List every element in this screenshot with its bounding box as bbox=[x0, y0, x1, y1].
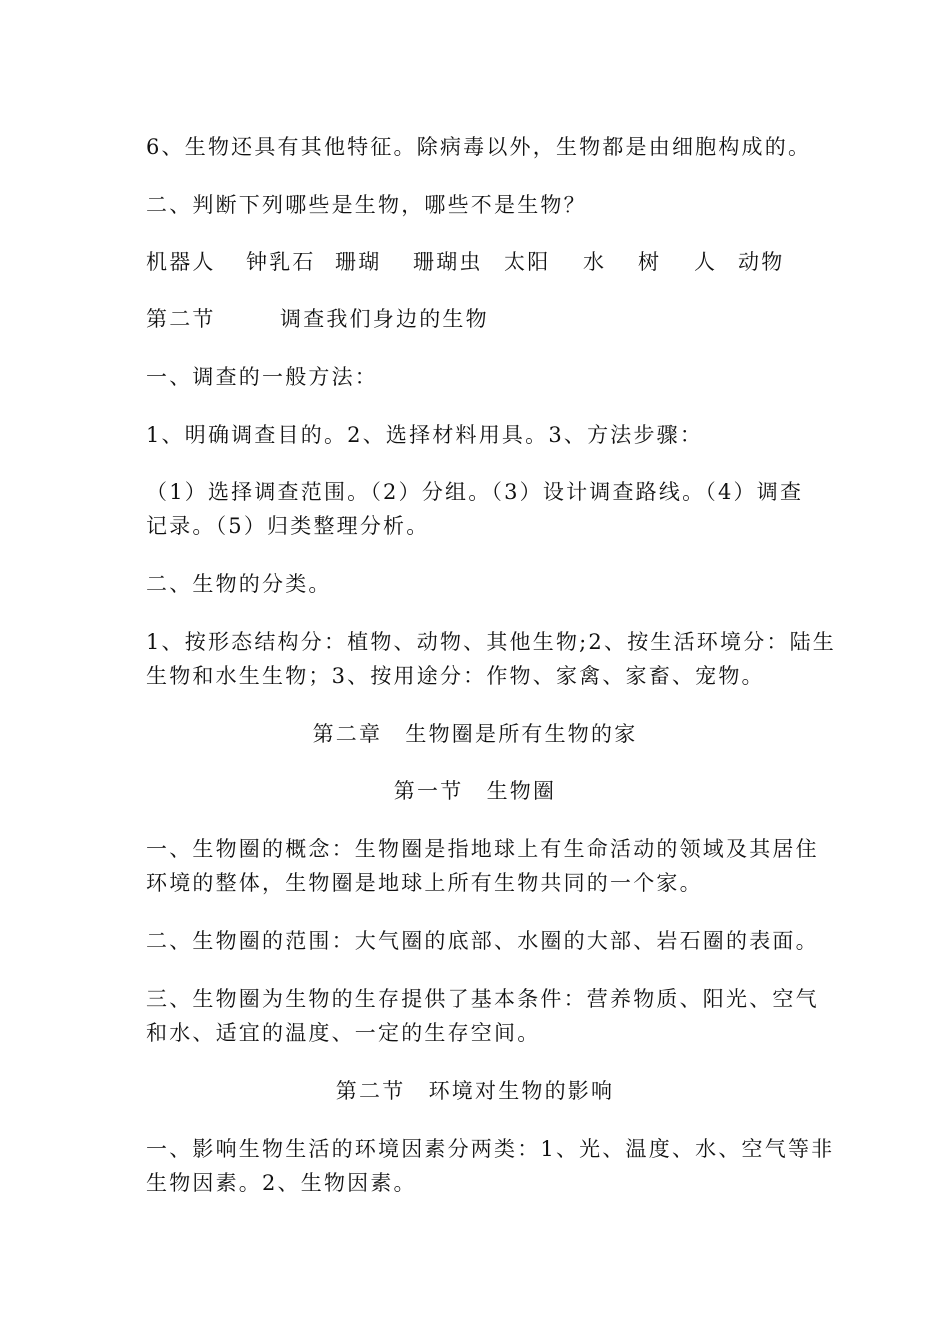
organism-item: 机器人 bbox=[146, 250, 216, 274]
organism-item: 太阳 bbox=[504, 250, 551, 274]
chapter-title: 第二章 生物圈是所有生物的家 bbox=[312, 722, 638, 746]
paragraph-environment-factors-1: 一、影响生物生活的环境因素分两类：1、光、温度、水、空气等非 bbox=[146, 1137, 835, 1161]
organism-item: 珊瑚 bbox=[335, 250, 382, 274]
organism-item: 动物 bbox=[738, 250, 785, 274]
organism-item: 水 bbox=[583, 250, 607, 274]
paragraph-steps: 1、明确调查目的。2、选择材料用具。3、方法步骤： bbox=[146, 423, 704, 447]
paragraph-steps-detail-1: （1）选择调查范围。（2）分组。（3）设计调查路线。（4）调查 bbox=[146, 480, 804, 504]
subheading-classification: 二、生物的分类。 bbox=[146, 572, 332, 596]
paragraph-steps-detail-2: 记录。（5）归类整理分析。 bbox=[146, 514, 430, 538]
organism-item: 珊瑚虫 bbox=[413, 250, 483, 274]
section-title-biosphere: 第一节 生物圈 bbox=[393, 779, 557, 803]
paragraph-cell-feature: 6、生物还具有其他特征。除病毒以外，生物都是由细胞构成的。 bbox=[146, 135, 812, 159]
paragraph-biosphere-range: 二、生物圈的范围：大气圈的底部、水圈的大部、岩石圈的表面。 bbox=[146, 929, 819, 953]
paragraph-classification-1: 1、按形态结构分：植物、动物、其他生物;2、按生活环境分：陆生 bbox=[146, 630, 836, 654]
paragraph-biosphere-conditions-1: 三、生物圈为生物的生存提供了基本条件：营养物质、阳光、空气 bbox=[146, 987, 819, 1011]
paragraph-biosphere-concept-1: 一、生物圈的概念：生物圈是指地球上有生命活动的领域及其居住 bbox=[146, 837, 819, 861]
organism-item: 人 bbox=[694, 250, 718, 274]
question-heading: 二、判断下列哪些是生物，哪些不是生物？ bbox=[146, 193, 587, 217]
section-label: 第二节 bbox=[146, 307, 216, 331]
organism-item: 树 bbox=[638, 250, 662, 274]
paragraph-biosphere-concept-2: 环境的整体，生物圈是地球上所有生物共同的一个家。 bbox=[146, 871, 703, 895]
section-heading bbox=[146, 302, 806, 336]
section-title-environment: 第二节 环境对生物的影响 bbox=[335, 1079, 615, 1103]
section-title: 调查我们身边的生物 bbox=[280, 307, 489, 331]
subheading-method: 一、调查的一般方法： bbox=[146, 365, 378, 389]
paragraph-biosphere-conditions-2: 和水、适宜的温度、一定的生存空间。 bbox=[146, 1021, 541, 1045]
paragraph-classification-2: 生物和水生生物；3、按用途分：作物、家禽、家畜、宠物。 bbox=[146, 664, 765, 688]
paragraph-environment-factors-2: 生物因素。2、生物因素。 bbox=[146, 1171, 417, 1195]
organism-item: 钟乳石 bbox=[246, 250, 316, 274]
